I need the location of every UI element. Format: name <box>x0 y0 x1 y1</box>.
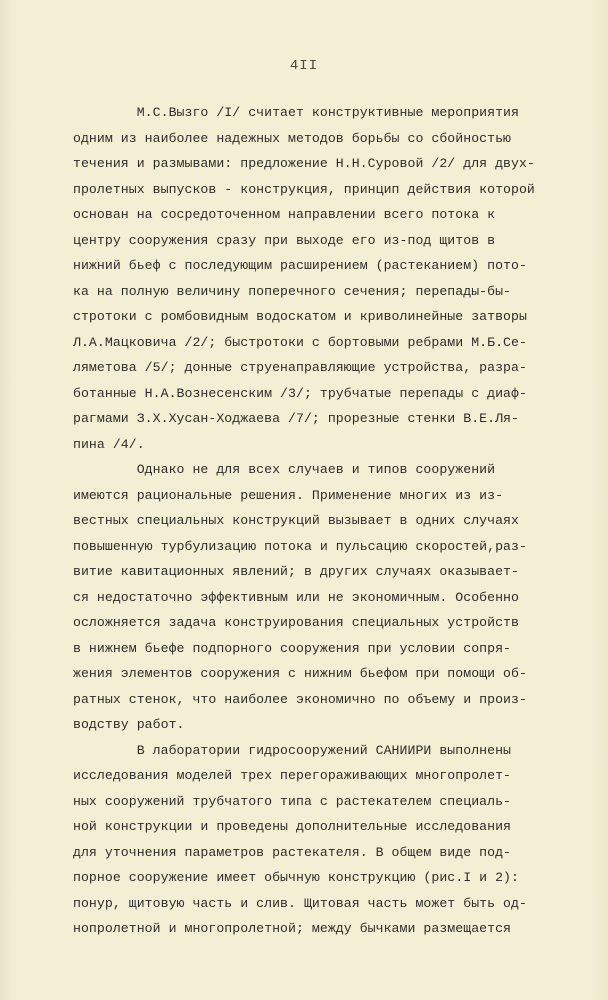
text-line: течения и размывами: предложение Н.Н.Суровой /2/ для двух- <box>73 156 535 171</box>
text-line: исследования моделей трех перегораживающих многопролет- <box>73 768 512 783</box>
text-line: для уточнения параметров растекателя. В общем виде под- <box>73 844 512 860</box>
text-line: имеются рациональные решения. Применение многих из из- <box>73 487 504 503</box>
text-line: понур, щитовую часть и слив. Щитовая часть может быть од- <box>73 895 527 911</box>
text-line: В лаборатории гидросооружений САНИИРИ выполнены <box>73 742 512 758</box>
text-line: ных сооружений трубчатого типа с растекателем специаль- <box>73 793 512 809</box>
text-line: ся недостаточно эффективным или не экономичным. Особенно <box>73 589 519 605</box>
text-line: в нижнем бьефе подпорного сооружения при условии сопря- <box>73 640 512 656</box>
text-line: ной конструкции и проведены дополнительные исследования <box>73 819 512 834</box>
text-line: стротоки с ромбовидным водоскатом и криволинейные затворы <box>73 309 527 324</box>
text-line: жения элементов сооружения с нижним бьефом при помощи об- <box>73 666 527 681</box>
text-line: одним из наиболее надежных методов борьбы со сбойностью <box>73 130 512 146</box>
text-line: рагмами З.Х.Хусан-Ходжаева /7/; прорезные стенки В.Е.Ля- <box>73 411 519 426</box>
text-line: Л.А.Мацковича /2/; быстротоки с бортовыми ребрами М.Б.Се- <box>73 334 527 350</box>
text-line: ратных стенок, что наиболее экономично по объему и произ- <box>73 691 527 707</box>
text-line: повышенную турбулизацию потока и пульсацию скоростей,раз- <box>73 538 527 554</box>
text-line: нижний бьеф с последующим расширением (растеканием) пото- <box>73 258 527 273</box>
text-line: ка на полную величину поперечного сечения; перепады-бы- <box>73 283 512 299</box>
text-line: ботанные Н.А.Вознесенским /3/; трубчатые перепады с диаф- <box>73 385 527 401</box>
body-text <box>73 100 543 942</box>
text-line: пролетных выпусков - конструкция, принцип действия которой <box>73 181 535 197</box>
text-line: витие кавитационных явлений; в других случаях оказывает- <box>73 564 519 579</box>
text-line: вестных специальных конструкций вызывает в одних случаях <box>73 513 519 528</box>
text-line: М.С.Вызго /I/ считает конструктивные мероприятия <box>73 105 519 120</box>
text-line: осложняется задача конструирования специальных устройств <box>73 615 519 630</box>
text-line: основан на сосредоточенном направлении всего потока к <box>73 207 496 222</box>
text-line: нопролетной и многопролетной; между бычками размещается <box>73 921 512 936</box>
text-line: водству работ. <box>73 717 185 732</box>
text-line: Однако не для всех случаев и типов сооружений <box>73 462 496 477</box>
text-line: ляметова /5/; донные струенаправляющие устройства, разра- <box>73 360 527 375</box>
text-line: порное сооружение имеет обычную конструкцию (рис.I и 2): <box>73 870 519 885</box>
text-line: пина /4/. <box>73 436 145 452</box>
page-number: 4II <box>289 58 319 74</box>
text-line: центру сооружения сразу при выходе его из-под щитов в <box>73 232 496 248</box>
